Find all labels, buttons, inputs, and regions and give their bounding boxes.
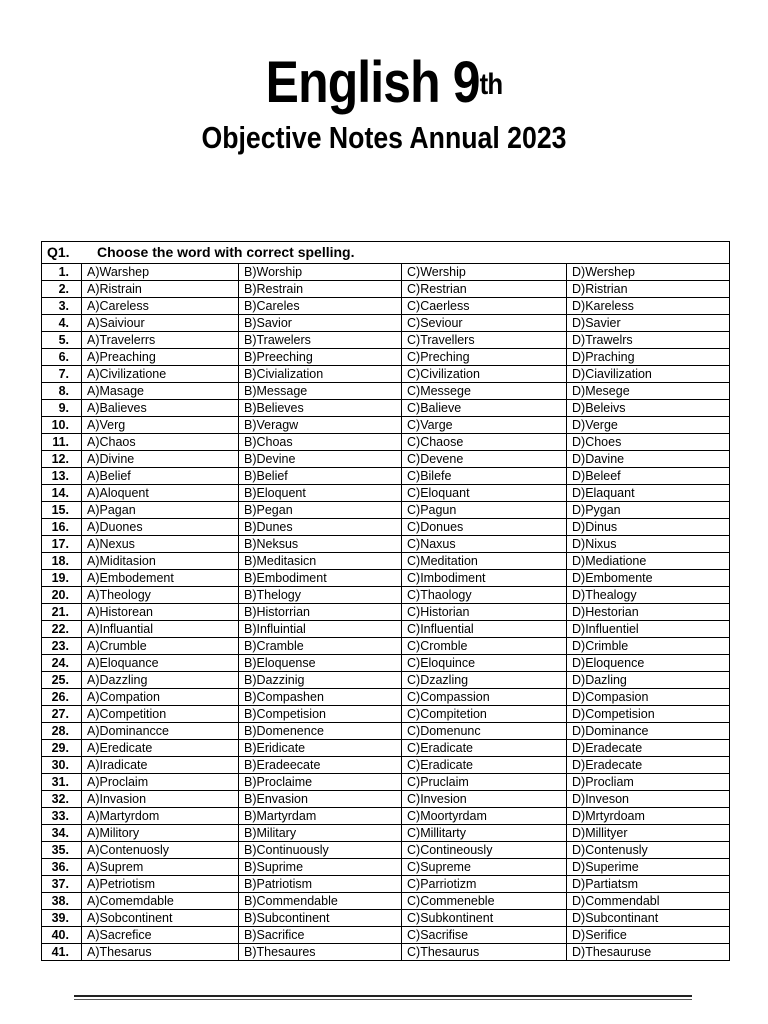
option-d: D)Dinus: [567, 519, 730, 536]
question-header-cell: [42, 242, 730, 264]
row-number: 39.: [42, 910, 82, 927]
option-b: B)Competision: [239, 706, 402, 723]
table-row: [42, 791, 730, 808]
option-b: B)Eloquent: [239, 485, 402, 502]
option-a: A)Ristrain: [82, 281, 239, 298]
option-a: A)Travelerrs: [82, 332, 239, 349]
option-d: D)Subcontinant: [567, 910, 730, 927]
option-a: A)Nexus: [82, 536, 239, 553]
option-c: C)Devene: [402, 451, 567, 468]
row-number: 35.: [42, 842, 82, 859]
option-b: B)Neksus: [239, 536, 402, 553]
option-d: D)Nixus: [567, 536, 730, 553]
option-b: B)Worship: [239, 264, 402, 281]
option-d: D)Mesege: [567, 383, 730, 400]
option-c: C)Cromble: [402, 638, 567, 655]
option-a: A)Crumble: [82, 638, 239, 655]
table-row: [42, 621, 730, 638]
option-d: D)Eradecate: [567, 740, 730, 757]
row-number: 37.: [42, 876, 82, 893]
option-b: B)Subcontinent: [239, 910, 402, 927]
option-b: B)Careles: [239, 298, 402, 315]
option-c: C)Thesaurus: [402, 944, 567, 961]
option-c: C)Meditation: [402, 553, 567, 570]
option-c: C)Preching: [402, 349, 567, 366]
table-row: [42, 349, 730, 366]
table-row: [42, 842, 730, 859]
option-d: D)Trawelrs: [567, 332, 730, 349]
option-c: C)Caerless: [402, 298, 567, 315]
option-b: B)Envasion: [239, 791, 402, 808]
option-d: D)Procliam: [567, 774, 730, 791]
option-c: C)Thaology: [402, 587, 567, 604]
row-number: 8.: [42, 383, 82, 400]
option-c: C)Pruclaim: [402, 774, 567, 791]
row-number: 13.: [42, 468, 82, 485]
option-b: B)Dunes: [239, 519, 402, 536]
row-number: 12.: [42, 451, 82, 468]
option-b: B)Proclaime: [239, 774, 402, 791]
option-d: D)Kareless: [567, 298, 730, 315]
row-number: 34.: [42, 825, 82, 842]
option-b: B)Veragw: [239, 417, 402, 434]
table-row: [42, 774, 730, 791]
row-number: 9.: [42, 400, 82, 417]
option-a: A)Dazzling: [82, 672, 239, 689]
option-d: D)Ristrian: [567, 281, 730, 298]
option-d: D)Dazling: [567, 672, 730, 689]
option-d: D)Eradecate: [567, 757, 730, 774]
row-number: 2.: [42, 281, 82, 298]
option-d: D)Beleef: [567, 468, 730, 485]
option-d: D)Inveson: [567, 791, 730, 808]
table-row: [42, 281, 730, 298]
option-c: C)Historian: [402, 604, 567, 621]
table-row: [42, 672, 730, 689]
question-table: [41, 241, 730, 961]
option-a: A)Eloquance: [82, 655, 239, 672]
option-c: C)Sacrifise: [402, 927, 567, 944]
row-number: 33.: [42, 808, 82, 825]
option-a: A)Comemdable: [82, 893, 239, 910]
option-b: B)Eridicate: [239, 740, 402, 757]
option-c: C)Naxus: [402, 536, 567, 553]
option-c: C)Chaose: [402, 434, 567, 451]
option-a: A)Aloquent: [82, 485, 239, 502]
option-a: A)Sobcontinent: [82, 910, 239, 927]
option-a: A)Compation: [82, 689, 239, 706]
option-c: C)Wership: [402, 264, 567, 281]
question-header-row: [42, 242, 730, 264]
row-number: 15.: [42, 502, 82, 519]
row-number: 32.: [42, 791, 82, 808]
option-b: B)Embodiment: [239, 570, 402, 587]
option-d: D)Millityer: [567, 825, 730, 842]
option-d: D)Hestorian: [567, 604, 730, 621]
option-b: B)Martyrdam: [239, 808, 402, 825]
row-number: 23.: [42, 638, 82, 655]
row-number: 11.: [42, 434, 82, 451]
option-b: B)Devine: [239, 451, 402, 468]
option-c: C)Pagun: [402, 502, 567, 519]
table-row: [42, 723, 730, 740]
option-c: C)Messege: [402, 383, 567, 400]
row-number: 5.: [42, 332, 82, 349]
option-d: D)Wershep: [567, 264, 730, 281]
option-c: C)Seviour: [402, 315, 567, 332]
option-d: D)Compasion: [567, 689, 730, 706]
table-row: [42, 876, 730, 893]
option-b: B)Believes: [239, 400, 402, 417]
row-number: 7.: [42, 366, 82, 383]
footer-rule-thin: [74, 999, 692, 1000]
page-subtitle: Objective Notes Annual 2023: [201, 120, 567, 155]
table-row: [42, 740, 730, 757]
option-b: B)Continuously: [239, 842, 402, 859]
table-row: [42, 553, 730, 570]
option-a: A)Warshep: [82, 264, 239, 281]
table-row: [42, 910, 730, 927]
page-title: [54, 50, 714, 116]
option-b: B)Choas: [239, 434, 402, 451]
option-b: B)Belief: [239, 468, 402, 485]
option-b: B)Savior: [239, 315, 402, 332]
table-row: [42, 655, 730, 672]
option-c: C)Travellers: [402, 332, 567, 349]
option-b: B)Eloquense: [239, 655, 402, 672]
row-number: 14.: [42, 485, 82, 502]
table-row: [42, 485, 730, 502]
row-number: 20.: [42, 587, 82, 604]
row-number: 6.: [42, 349, 82, 366]
table-row: [42, 451, 730, 468]
table-row: [42, 689, 730, 706]
option-d: D)Savier: [567, 315, 730, 332]
option-c: C)Compassion: [402, 689, 567, 706]
option-c: C)Invesion: [402, 791, 567, 808]
table-row: [42, 315, 730, 332]
option-c: C)Eradicate: [402, 757, 567, 774]
option-b: B)Trawelers: [239, 332, 402, 349]
option-c: C)Moortyrdam: [402, 808, 567, 825]
option-b: B)Thesaures: [239, 944, 402, 961]
option-a: A)Civilizatione: [82, 366, 239, 383]
option-d: D)Pygan: [567, 502, 730, 519]
option-d: D)Mediatione: [567, 553, 730, 570]
table-row: [42, 332, 730, 349]
question-number: Q1.: [47, 244, 70, 260]
option-b: B)Preeching: [239, 349, 402, 366]
table-row: [42, 587, 730, 604]
option-b: B)Commendable: [239, 893, 402, 910]
row-number: 27.: [42, 706, 82, 723]
option-a: A)Verg: [82, 417, 239, 434]
option-c: C)Balieve: [402, 400, 567, 417]
option-c: C)Dzazling: [402, 672, 567, 689]
option-b: B)Meditasicn: [239, 553, 402, 570]
row-number: 30.: [42, 757, 82, 774]
table-row: [42, 468, 730, 485]
title-text: English 9: [265, 50, 480, 115]
table-row: [42, 927, 730, 944]
option-d: D)Partiatsm: [567, 876, 730, 893]
option-d: D)Competision: [567, 706, 730, 723]
table-row: [42, 808, 730, 825]
table-row: [42, 298, 730, 315]
option-d: D)Praching: [567, 349, 730, 366]
row-number: 3.: [42, 298, 82, 315]
option-a: A)Miditasion: [82, 553, 239, 570]
option-c: C)Parriotizm: [402, 876, 567, 893]
option-a: A)Influantial: [82, 621, 239, 638]
option-b: B)Dazzinig: [239, 672, 402, 689]
option-c: C)Influential: [402, 621, 567, 638]
option-d: D)Dominance: [567, 723, 730, 740]
option-a: A)Dominancce: [82, 723, 239, 740]
option-d: D)Commendabl: [567, 893, 730, 910]
table-row: [42, 519, 730, 536]
option-a: A)Careless: [82, 298, 239, 315]
option-b: B)Pegan: [239, 502, 402, 519]
option-b: B)Historrian: [239, 604, 402, 621]
option-a: A)Suprem: [82, 859, 239, 876]
title-superscript: th: [479, 68, 503, 101]
row-number: 24.: [42, 655, 82, 672]
option-d: D)Contenusly: [567, 842, 730, 859]
option-a: A)Saiviour: [82, 315, 239, 332]
option-a: A)Pagan: [82, 502, 239, 519]
row-number: 40.: [42, 927, 82, 944]
option-c: C)Commeneble: [402, 893, 567, 910]
option-c: C)Varge: [402, 417, 567, 434]
option-d: D)Crimble: [567, 638, 730, 655]
option-a: A)Invasion: [82, 791, 239, 808]
option-a: A)Proclaim: [82, 774, 239, 791]
option-d: D)Eloquence: [567, 655, 730, 672]
table-row: [42, 502, 730, 519]
option-a: A)Sacrefice: [82, 927, 239, 944]
option-a: A)Iradicate: [82, 757, 239, 774]
option-a: A)Chaos: [82, 434, 239, 451]
option-d: D)Beleivs: [567, 400, 730, 417]
row-number: 38.: [42, 893, 82, 910]
row-number: 17.: [42, 536, 82, 553]
table-row: [42, 825, 730, 842]
option-c: C)Donues: [402, 519, 567, 536]
option-a: A)Historean: [82, 604, 239, 621]
option-a: A)Embodement: [82, 570, 239, 587]
option-b: B)Message: [239, 383, 402, 400]
table-row: [42, 383, 730, 400]
option-c: C)Civilization: [402, 366, 567, 383]
table-row: [42, 400, 730, 417]
option-b: B)Restrain: [239, 281, 402, 298]
table-row: [42, 893, 730, 910]
option-c: C)Imbodiment: [402, 570, 567, 587]
option-a: A)Militory: [82, 825, 239, 842]
option-c: C)Eradicate: [402, 740, 567, 757]
option-d: D)Elaquant: [567, 485, 730, 502]
option-b: B)Cramble: [239, 638, 402, 655]
table-row: [42, 604, 730, 621]
option-b: B)Military: [239, 825, 402, 842]
question-text: Choose the word with correct spelling.: [97, 244, 355, 260]
option-a: A)Preaching: [82, 349, 239, 366]
option-c: C)Domenunc: [402, 723, 567, 740]
option-b: B)Civialization: [239, 366, 402, 383]
table-row: [42, 944, 730, 961]
option-d: D)Verge: [567, 417, 730, 434]
table-row: [42, 536, 730, 553]
footer-rule: [74, 995, 692, 997]
option-a: A)Martyrdom: [82, 808, 239, 825]
table-row: [42, 366, 730, 383]
option-d: D)Embomente: [567, 570, 730, 587]
table-row: [42, 570, 730, 587]
option-a: A)Thesarus: [82, 944, 239, 961]
option-c: C)Supreme: [402, 859, 567, 876]
row-number: 4.: [42, 315, 82, 332]
row-number: 16.: [42, 519, 82, 536]
option-d: D)Serifice: [567, 927, 730, 944]
row-number: 29.: [42, 740, 82, 757]
row-number: 36.: [42, 859, 82, 876]
row-number: 18.: [42, 553, 82, 570]
option-d: D)Choes: [567, 434, 730, 451]
option-c: C)Millitarty: [402, 825, 567, 842]
option-a: A)Masage: [82, 383, 239, 400]
option-c: C)Contineously: [402, 842, 567, 859]
option-c: C)Eloquant: [402, 485, 567, 502]
option-c: C)Compitetion: [402, 706, 567, 723]
row-number: 31.: [42, 774, 82, 791]
table-row: [42, 264, 730, 281]
option-d: D)Ciavilization: [567, 366, 730, 383]
option-a: A)Divine: [82, 451, 239, 468]
table-row: [42, 434, 730, 451]
table-row: [42, 757, 730, 774]
table-row: [42, 638, 730, 655]
option-b: B)Suprime: [239, 859, 402, 876]
row-number: 21.: [42, 604, 82, 621]
row-number: 22.: [42, 621, 82, 638]
table-row: [42, 859, 730, 876]
row-number: 10.: [42, 417, 82, 434]
option-a: A)Eredicate: [82, 740, 239, 757]
option-d: D)Influentiel: [567, 621, 730, 638]
row-number: 1.: [42, 264, 82, 281]
option-a: A)Petriotism: [82, 876, 239, 893]
option-a: A)Balieves: [82, 400, 239, 417]
row-number: 25.: [42, 672, 82, 689]
option-a: A)Theology: [82, 587, 239, 604]
option-d: D)Superime: [567, 859, 730, 876]
option-b: B)Influintial: [239, 621, 402, 638]
option-c: C)Restrian: [402, 281, 567, 298]
option-d: D)Thesauruse: [567, 944, 730, 961]
option-b: B)Patriotism: [239, 876, 402, 893]
option-b: B)Sacrifice: [239, 927, 402, 944]
option-d: D)Davine: [567, 451, 730, 468]
option-c: C)Subkontinent: [402, 910, 567, 927]
option-b: B)Compashen: [239, 689, 402, 706]
option-c: C)Eloquince: [402, 655, 567, 672]
row-number: 28.: [42, 723, 82, 740]
option-b: B)Eradeecate: [239, 757, 402, 774]
option-a: A)Duones: [82, 519, 239, 536]
option-d: D)Mrtyrdoam: [567, 808, 730, 825]
row-number: 26.: [42, 689, 82, 706]
option-b: B)Thelogy: [239, 587, 402, 604]
table-row: [42, 417, 730, 434]
row-number: 19.: [42, 570, 82, 587]
option-c: C)Bilefe: [402, 468, 567, 485]
option-a: A)Competition: [82, 706, 239, 723]
option-a: A)Belief: [82, 468, 239, 485]
option-b: B)Domenence: [239, 723, 402, 740]
option-a: A)Contenuosly: [82, 842, 239, 859]
option-d: D)Thealogy: [567, 587, 730, 604]
table-row: [42, 706, 730, 723]
row-number: 41.: [42, 944, 82, 961]
